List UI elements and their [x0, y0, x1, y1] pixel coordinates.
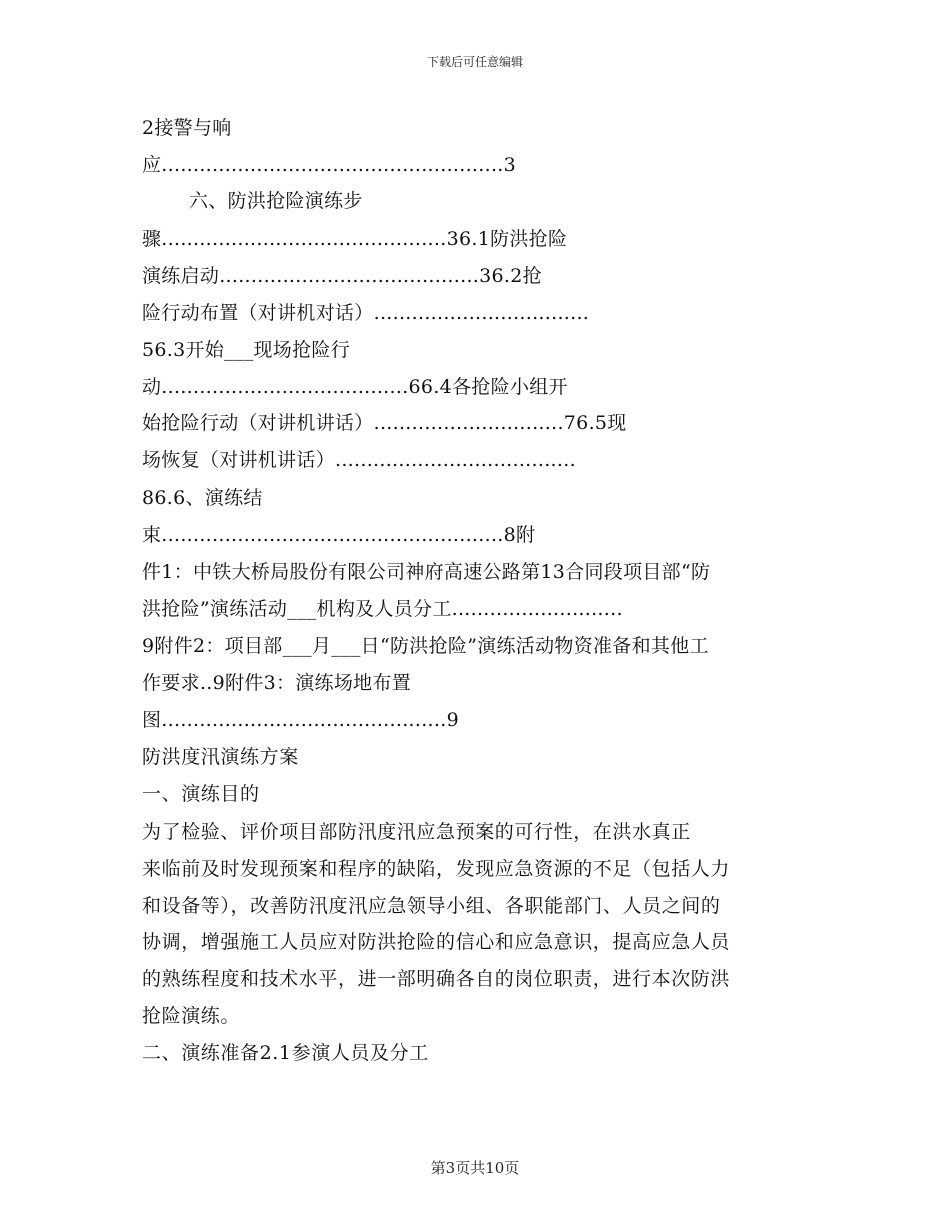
page-footer: 第3页共10页 — [430, 1159, 520, 1177]
toc-line: 图.............................................9 — [142, 709, 459, 731]
paragraph-line: 和设备等），改善防汛度汛应急领导小组、各职能部门、人员之间的 — [142, 895, 721, 917]
toc-line: 作要求..9附件3：演练场地布置 — [142, 672, 412, 694]
section-heading: 一、演练目的 — [142, 783, 260, 805]
paragraph-line: 的熟练程度和技术水平，进一部明确各自的岗位职责，进行本次防洪 — [142, 968, 731, 990]
toc-line: 动.......................................66.4各抢险小组开 — [142, 376, 568, 398]
paragraph-line: 协调，增强施工人员应对防洪抢险的信心和应急意识，提高应急人员 — [142, 931, 731, 953]
toc-line: 2接警与响 — [142, 117, 232, 139]
page-header: 下载后可任意编辑 — [426, 55, 523, 69]
toc-line: 56.3开始___现场抢险行 — [142, 339, 351, 361]
paragraph-line: 为了检验、评价项目部防汛度汛应急预案的可行性，在洪水真正 — [142, 821, 691, 843]
paragraph-line: 来临前及时发现预案和程序的缺陷，发现应急资源的不足（包括人力 — [142, 858, 731, 880]
toc-line: 应......................................................3 — [142, 154, 517, 176]
toc-line: 洪抢险”演练活动___机构及人员分工........................... — [142, 598, 623, 620]
document-title: 防洪度汛演练方案 — [142, 746, 299, 768]
toc-line: 86.6、演练结 — [142, 487, 263, 509]
toc-line: 骤.............................................36.1防洪抢险 — [142, 228, 568, 250]
toc-line: 束......................................................8附 — [142, 524, 536, 546]
section-heading: 二、演练准备2.1参演人员及分工 — [142, 1042, 429, 1064]
toc-line: 演练启动.........................................36.2抢 — [142, 265, 542, 287]
toc-line: 始抢险行动（对讲机讲话）..............................76.5现 — [142, 412, 627, 434]
toc-line: 六、防洪抢险演练步 — [189, 190, 363, 212]
toc-line: 险行动布置（对讲机对话）.................................. — [142, 302, 590, 324]
paragraph-line: 抢险演练。 — [142, 1005, 241, 1027]
toc-line: 场恢复（对讲机讲话）...................................... — [142, 449, 576, 471]
toc-line: 件1：中铁大桥局股份有限公司神府高速公路第13合同段项目部“防 — [142, 561, 711, 583]
toc-line: 9附件2：项目部___月___日“防洪抢险”演练活动物资准备和其他工 — [142, 635, 709, 657]
